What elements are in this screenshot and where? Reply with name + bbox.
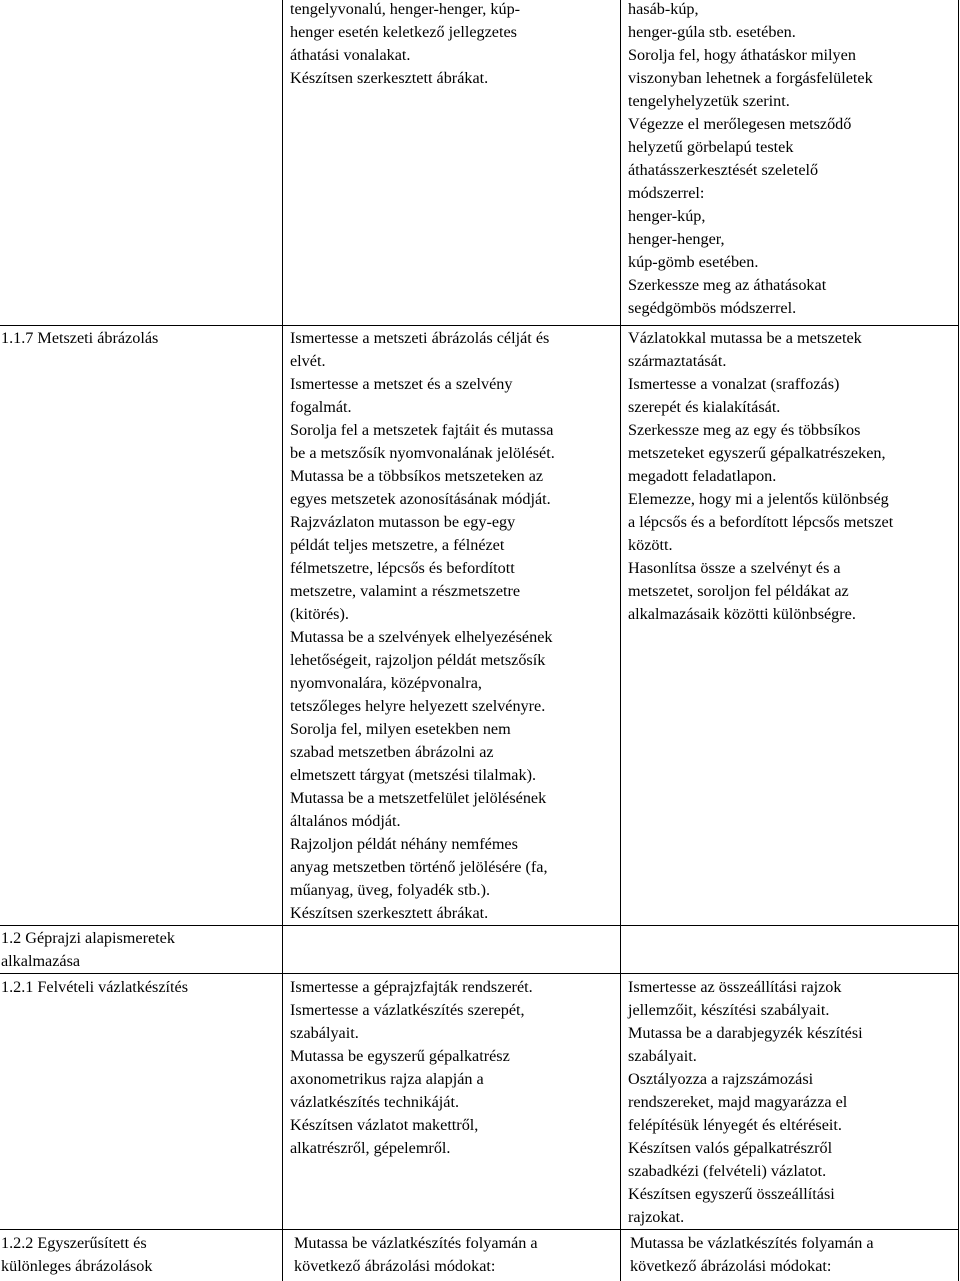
text-line: tetszőleges helyre helyezett szelvényre. xyxy=(290,697,546,715)
outcomes-lines xyxy=(628,327,954,626)
text-line: segédgömbös módszerrel. xyxy=(628,299,797,317)
text-line: Ismertesse a metszeti ábrázolás célját és xyxy=(290,329,550,347)
row-divider xyxy=(0,1229,959,1230)
text-line: Készítsen vázlatot makettről, xyxy=(290,1116,479,1134)
outcomes-cell xyxy=(630,1232,954,1278)
requirements-lines xyxy=(294,1232,616,1278)
text-line: nyomvonalára, középvonalra, xyxy=(290,674,482,692)
text-line: Osztályozza a rajzszámozási xyxy=(628,1070,814,1088)
text-line: félmetszetre, lépcsős és befordított xyxy=(290,559,515,577)
outcomes-cell xyxy=(628,327,954,626)
text-line: általános módját. xyxy=(290,812,401,830)
text-line: Mutassa be a metszetfelület jelölésének xyxy=(290,789,547,807)
text-line: lehetőségeit, rajzoljon példát metszősík xyxy=(290,651,546,669)
text-line: Készítsen egyszerű összeállítási xyxy=(628,1185,835,1203)
text-line: szabad metszetben ábrázolni az xyxy=(290,743,494,761)
text-line: Elemezze, hogy mi a jelentős különbség xyxy=(628,490,889,508)
column-divider xyxy=(282,0,283,1281)
text-line: felépítésük lényegét és eltéréseit. xyxy=(628,1116,842,1134)
text-line: henger-gúla stb. esetében. xyxy=(628,23,796,41)
requirements-lines xyxy=(290,976,616,1160)
text-line: származtatását. xyxy=(628,352,727,370)
requirements-cell xyxy=(290,976,616,1160)
text-line: alkalmazásaik közötti különbségre. xyxy=(628,605,856,623)
topic-lines xyxy=(1,327,279,350)
text-line: következő ábrázolási módokat: xyxy=(630,1257,832,1275)
text-line: alkalmazása xyxy=(1,952,81,970)
column-divider xyxy=(620,0,621,1281)
requirements-lines xyxy=(290,327,616,925)
requirements-cell xyxy=(294,1232,616,1278)
text-line: helyzetű görbelapú testek xyxy=(628,138,794,156)
text-line: Sorolja fel, milyen esetekben nem xyxy=(290,720,511,738)
outcomes-lines xyxy=(630,1232,954,1278)
outcomes-cell xyxy=(628,976,954,1229)
text-line: rendszereket, majd magyarázza el xyxy=(628,1093,848,1111)
text-line: hasáb-kúp, xyxy=(628,0,699,18)
text-line: alkatrészről, gépelemről. xyxy=(290,1139,451,1157)
text-line: áthatásszerkesztését szeletelő xyxy=(628,161,819,179)
text-line: Ismertesse a metszet és a szelvény xyxy=(290,375,513,393)
text-line: Rajzoljon példát néhány nemfémes xyxy=(290,835,518,853)
text-line: metszetet, soroljon fel példákat az xyxy=(628,582,849,600)
text-line: Mutassa be a darabjegyzék készítési xyxy=(628,1024,863,1042)
text-line: jellemzőit, készítési szabályait. xyxy=(628,1001,830,1019)
text-line: között. xyxy=(628,536,673,554)
requirements-cell xyxy=(290,327,616,925)
text-line: Mutassa be a többsíkos metszeteken az xyxy=(290,467,544,485)
text-line: axonometrikus rajza alapján a xyxy=(290,1070,484,1088)
text-line: vázlatkészítés technikáját. xyxy=(290,1093,459,1111)
text-line: áthatási vonalakat. xyxy=(290,46,411,64)
text-line: példát teljes metszetre, a félnézet xyxy=(290,536,505,554)
text-line: 1.2.1 Felvételi vázlatkészítés xyxy=(1,978,188,996)
text-line: Ismertesse az összeállítási rajzok xyxy=(628,978,842,996)
text-line: metszetre, valamint a részmetszetre xyxy=(290,582,521,600)
text-line: anyag metszetben történő jelölésére (fa, xyxy=(290,858,548,876)
text-line: Készítsen szerkesztett ábrákat. xyxy=(290,904,489,922)
text-line: henger-kúp, xyxy=(628,207,706,225)
text-line: Sorolja fel a metszetek fajtáit és mutassa xyxy=(290,421,554,439)
text-line: Mutassa be vázlatkészítés folyamán a xyxy=(630,1234,874,1252)
outcomes-lines xyxy=(628,976,954,1229)
row-divider xyxy=(0,325,959,326)
text-line: Készítsen valós gépalkatrészről xyxy=(628,1139,833,1157)
text-line: henger esetén keletkező jellegzetes xyxy=(290,23,517,41)
text-line: henger-henger, xyxy=(628,230,725,248)
requirements-lines xyxy=(290,0,616,90)
text-line: szabadkézi (felvételi) vázlatot. xyxy=(628,1162,827,1180)
text-line: 1.2 Géprajzi alapismeretek xyxy=(1,929,175,947)
topic-lines xyxy=(1,1232,279,1278)
topic-cell xyxy=(1,927,279,973)
text-line: Rajzvázlaton mutasson be egy-egy xyxy=(290,513,516,531)
text-line: elmetszett tárgyat (metszési tilalmak). xyxy=(290,766,537,784)
text-line: műanyag, üveg, folyadék stb.). xyxy=(290,881,491,899)
text-line: Hasonlítsa össze a szelvényt és a xyxy=(628,559,841,577)
text-line: fogalmát. xyxy=(290,398,352,416)
text-line: különleges ábrázolások xyxy=(1,1257,153,1275)
text-line: Mutassa be egyszerű gépalkatrész xyxy=(290,1047,510,1065)
text-line: tengelyhelyzetük szerint. xyxy=(628,92,790,110)
outcomes-cell xyxy=(628,0,954,320)
requirements-cell xyxy=(290,0,616,90)
text-line: Mutassa be vázlatkészítés folyamán a xyxy=(294,1234,538,1252)
text-line: kúp-gömb esetében. xyxy=(628,253,759,271)
topic-cell xyxy=(1,976,279,999)
text-line: Sorolja fel, hogy áthatáskor milyen xyxy=(628,46,856,64)
row-divider xyxy=(0,925,959,926)
outcomes-lines xyxy=(628,0,954,320)
text-line: 1.1.7 Metszeti ábrázolás xyxy=(1,329,159,347)
text-line: Szerkessze meg az áthatásokat xyxy=(628,276,827,294)
text-line: Készítsen szerkesztett ábrákat. xyxy=(290,69,489,87)
topic-lines xyxy=(1,927,279,973)
text-line: rajzokat. xyxy=(628,1208,685,1226)
topic-lines xyxy=(1,976,279,999)
text-line: szerepét és kialakítását. xyxy=(628,398,781,416)
text-line: szabályait. xyxy=(628,1047,697,1065)
text-line: viszonyban lehetnek a forgásfelületek xyxy=(628,69,873,87)
column-divider xyxy=(958,0,959,1281)
row-divider xyxy=(0,973,959,974)
text-line: Ismertesse a géprajzfajták rendszerét. xyxy=(290,978,533,996)
text-line: Végezze el merőlegesen metsződő xyxy=(628,115,852,133)
text-line: szabályait. xyxy=(290,1024,359,1042)
text-line: Szerkessze meg az egy és többsíkos xyxy=(628,421,861,439)
text-line: Ismertesse a vázlatkészítés szerepét, xyxy=(290,1001,525,1019)
text-line: Ismertesse a vonalzat (sraffozás) xyxy=(628,375,840,393)
text-line: Mutassa be a szelvények elhelyezésének xyxy=(290,628,553,646)
text-line: megadott feladatlapon. xyxy=(628,467,777,485)
text-line: következő ábrázolási módokat: xyxy=(294,1257,496,1275)
topic-cell xyxy=(1,1232,279,1278)
text-line: 1.2.2 Egyszerűsített és xyxy=(1,1234,147,1252)
text-line: egyes metszetek azonosításának módját. xyxy=(290,490,551,508)
text-line: elvét. xyxy=(290,352,326,370)
text-line: tengelyvonalú, henger-henger, kúp- xyxy=(290,0,521,18)
text-line: be a metszősík nyomvonalának jelölését. xyxy=(290,444,555,462)
text-line: módszerrel: xyxy=(628,184,705,202)
text-line: Vázlatokkal mutassa be a metszetek xyxy=(628,329,862,347)
topic-cell xyxy=(1,327,279,350)
text-line: a lépcsős és a befordított lépcsős metszet xyxy=(628,513,894,531)
text-line: (kitörés). xyxy=(290,605,349,623)
text-line: metszeteket egyszerű gépalkatrészeken, xyxy=(628,444,886,462)
